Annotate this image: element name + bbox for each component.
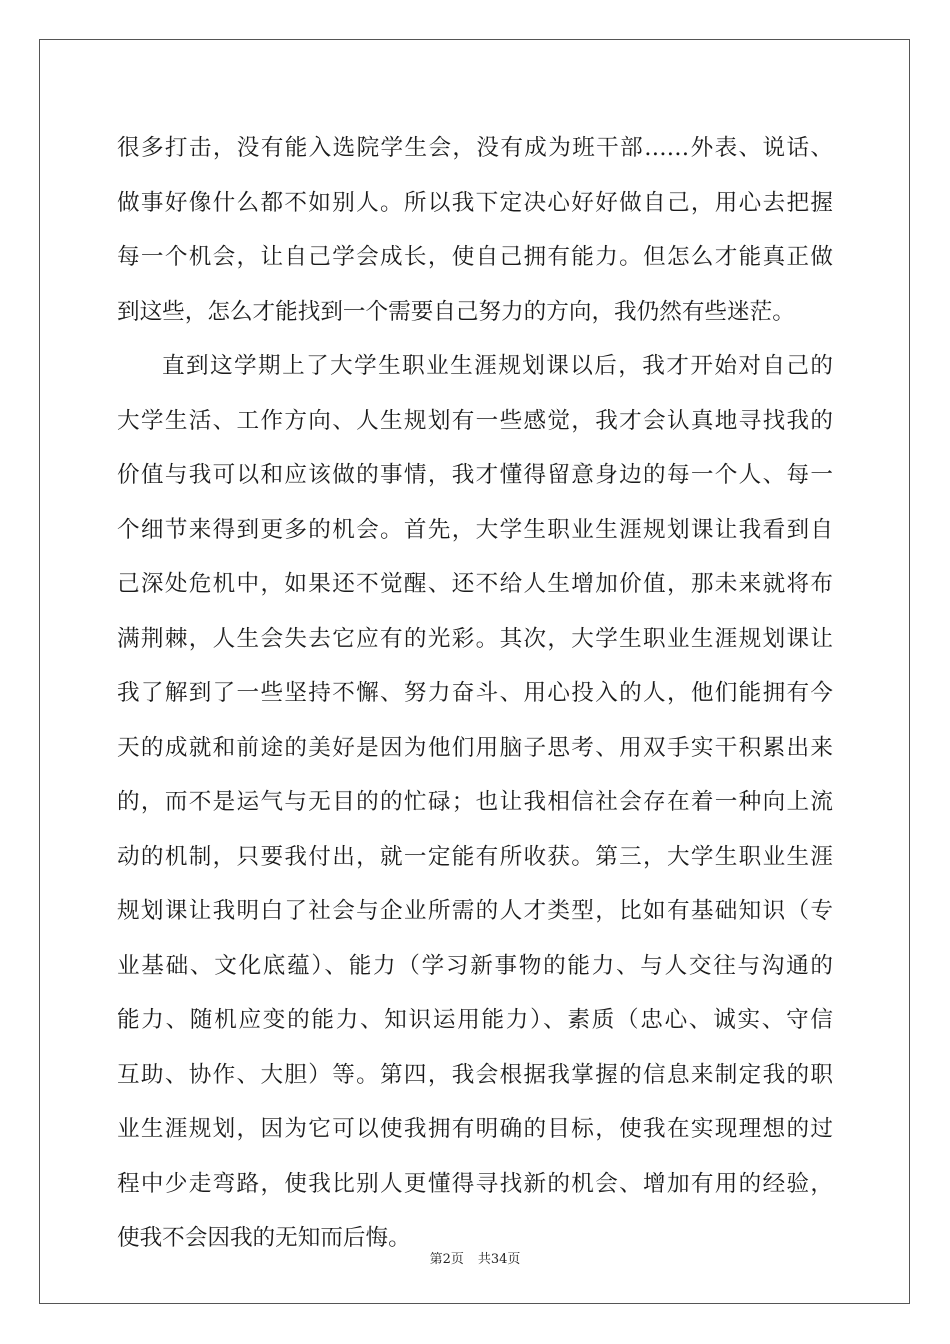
text-line: 大学生活、工作方向、人生规划有一些感觉，我才会认真地寻找我的 <box>117 407 833 434</box>
text-line: 价值与我可以和应该做的事情，我才懂得留意身边的每一个人、每一 <box>117 462 833 488</box>
text-line: 我了解到了一些坚持不懈、努力奋斗、用心投入的人，他们能拥有今 <box>117 680 833 706</box>
text-line: 动的机制，只要我付出，就一定能有所收获。第三，大学生职业生涯 <box>117 843 833 870</box>
text-line: 做事好像什么都不如别人。所以我下定决心好好做自己，用心去把握 <box>117 189 833 216</box>
document-body <box>117 128 833 1273</box>
text-line: 到这些，怎么才能找到一个需要自己努力的方向，我仍然有些迷茫。 <box>117 298 795 325</box>
text-line: 满荆棘，人生会失去它应有的光彩。其次，大学生职业生涯规划课让 <box>117 625 833 652</box>
text-line: 个细节来得到更多的机会。首先，大学生职业生涯规划课让我看到自 <box>117 516 833 543</box>
text-line: 互助、协作、大胆）等。第四，我会根据我掌握的信息来制定我的职 <box>117 1061 833 1088</box>
text-line: 己深处危机中，如果还不觉醒、还不给人生增加价值，那未来就将布 <box>117 571 833 597</box>
text-line: 直到这学期上了大学生职业生涯规划课以后，我才开始对自己的 <box>162 353 833 379</box>
text-line: 规划课让我明白了社会与企业所需的人才类型，比如有基础知识（专 <box>117 898 833 924</box>
page-total: 共34页 <box>477 1252 521 1267</box>
page-number: 第2页 <box>429 1252 464 1267</box>
text-line: 的，而不是运气与无目的的忙碌；也让我相信社会存在着一种向上流 <box>117 789 833 815</box>
text-line: 很多打击，没有能入选院学生会，没有成为班干部……外表、说话、 <box>117 135 833 161</box>
text-line: 业生涯规划，因为它可以使我拥有明确的目标，使我在实现理想的过 <box>117 1116 833 1142</box>
text-line: 每一个机会，让自己学会成长，使自己拥有能力。但怎么才能真正做 <box>117 244 833 270</box>
text-line: 使我不会因我的无知而后悔。 <box>117 1225 411 1251</box>
text-line: 业基础、文化底蕴）、能力（学习新事物的能力、与人交往与沟通的 <box>117 952 833 979</box>
text-line: 程中少走弯路，使我比别人更懂得寻找新的机会、增加有用的经验， <box>117 1170 833 1197</box>
text-line: 能力、随机应变的能力、知识运用能力）、素质（忠心、诚实、守信 <box>117 1007 833 1033</box>
text-line: 天的成就和前途的美好是因为他们用脑子思考、用双手实干积累出来 <box>117 734 833 761</box>
page-footer <box>0 1248 950 1267</box>
